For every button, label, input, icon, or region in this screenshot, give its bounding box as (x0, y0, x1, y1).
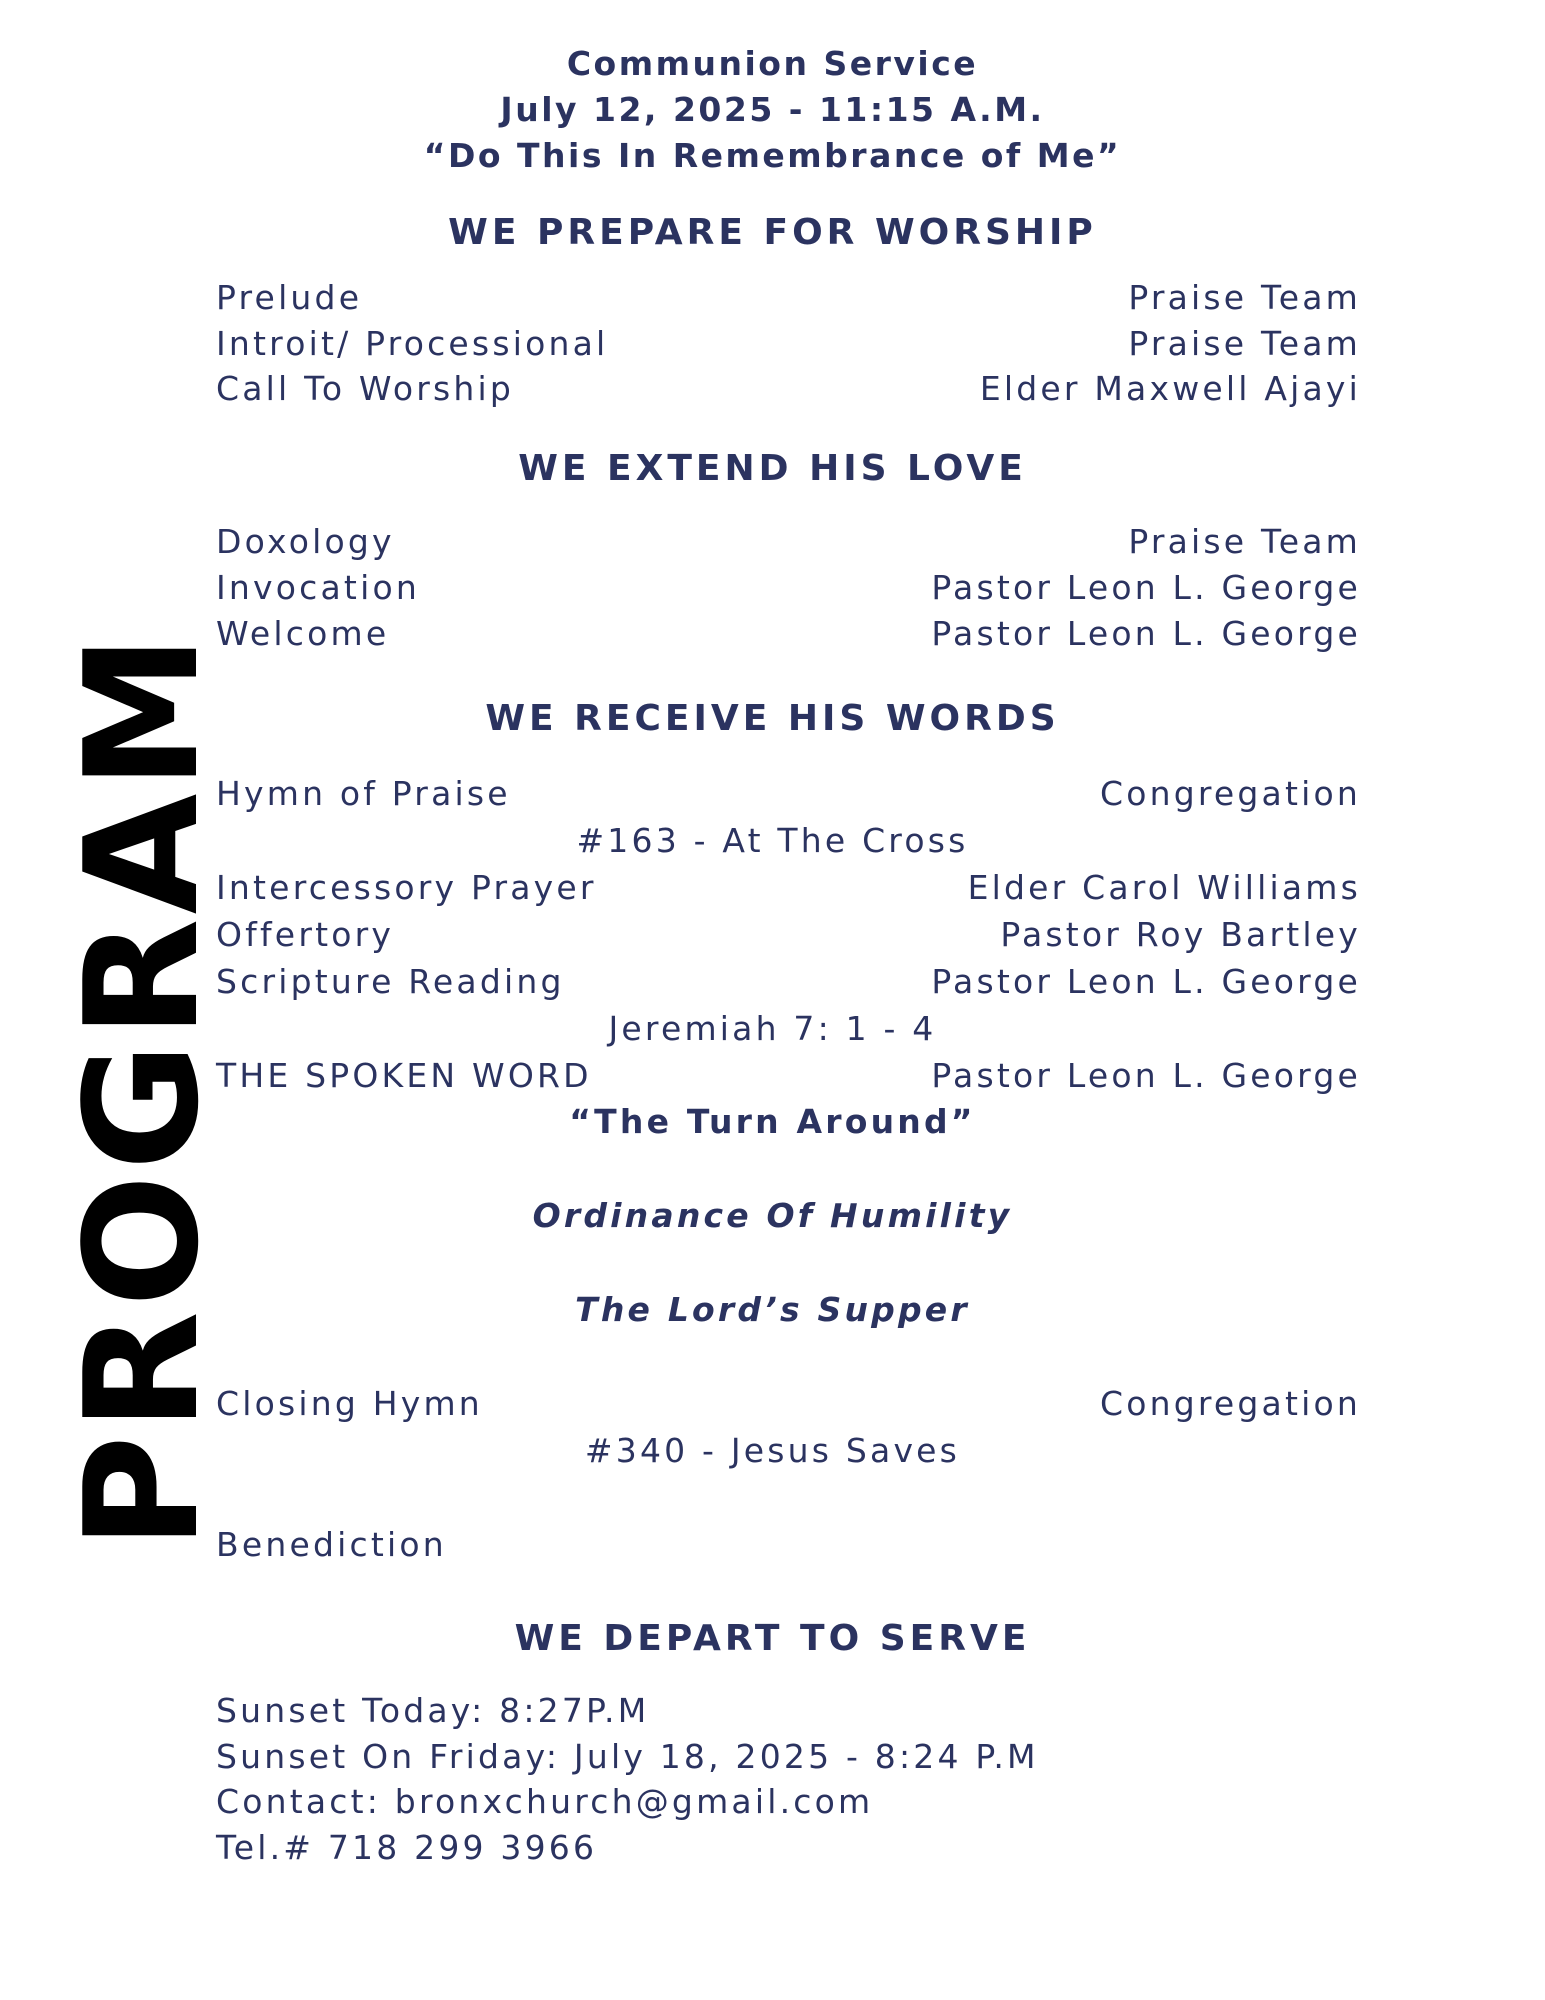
benediction: Benediction (216, 1525, 447, 1564)
program-row-doxology (216, 522, 1361, 566)
program-row-invocation (216, 568, 1361, 612)
program-person: Pastor Leon L. George (931, 1056, 1361, 1095)
program-item: Welcome (216, 614, 390, 653)
program-row-introit (216, 324, 1361, 368)
service-title: Communion Service (566, 44, 979, 83)
program-person: Praise Team (1128, 522, 1361, 561)
section-title-depart: WE DEPART TO SERVE (514, 1618, 1031, 1659)
program-person: Pastor Roy Bartley (1000, 915, 1361, 954)
section-title-extend: WE EXTEND HIS LOVE (518, 448, 1027, 489)
program-person: Congregation (1099, 1384, 1361, 1423)
hymn-number: #163 - At The Cross (576, 821, 969, 860)
closing-hymn-number: #340 - Jesus Saves (584, 1431, 961, 1470)
program-row-call-to-worship (216, 369, 1361, 413)
program-person: Elder Maxwell Ajayi (979, 369, 1361, 408)
telephone: Tel.# 718 299 3966 (216, 1828, 598, 1867)
program-item: Closing Hymn (216, 1384, 483, 1423)
program-person: Praise Team (1128, 324, 1361, 363)
program-item: Hymn of Praise (216, 774, 511, 813)
program-row-intercessory-prayer (216, 868, 1361, 912)
program-row-closing-hymn (216, 1384, 1361, 1428)
program-item: Doxology (216, 522, 395, 561)
program-row-hymn-of-praise (216, 774, 1361, 818)
program-person: Pastor Leon L. George (931, 614, 1361, 653)
sunset-today: Sunset Today: 8:27P.M (216, 1691, 650, 1730)
program-item: Introit/ Processional (216, 324, 609, 363)
program-person: Pastor Leon L. George (931, 962, 1361, 1001)
program-row-prelude (216, 278, 1361, 322)
section-title-prepare: WE PREPARE FOR WORSHIP (448, 212, 1097, 253)
program-item: Offertory (216, 915, 395, 954)
service-date-time: July 12, 2025 - 11:15 A.M. (500, 90, 1045, 129)
service-theme: “Do This In Remembrance of Me” (423, 136, 1122, 175)
program-item: THE SPOKEN WORD (216, 1056, 592, 1095)
program-item: Prelude (216, 278, 363, 317)
program-person: Congregation (1099, 774, 1361, 813)
program-row-scripture-reading (216, 962, 1361, 1006)
program-item: Invocation (216, 568, 420, 607)
program-item: Scripture Reading (216, 962, 565, 1001)
program-item: Call To Worship (216, 369, 514, 408)
program-row-welcome (216, 614, 1361, 658)
program-row-offertory (216, 915, 1361, 959)
ordinance-of-humility: Ordinance Of Humility (532, 1196, 1013, 1235)
program-item: Intercessory Prayer (216, 868, 597, 907)
sermon-title: “The Turn Around” (569, 1102, 976, 1141)
scripture-passage: Jeremiah 7: 1 - 4 (608, 1009, 937, 1048)
program-person: Elder Carol Williams (967, 868, 1361, 907)
program-person: Praise Team (1128, 278, 1361, 317)
program-side-title: PROGRAM (51, 630, 233, 1550)
sunset-friday: Sunset On Friday: July 18, 2025 - 8:24 P.M (216, 1737, 1039, 1776)
section-title-receive: WE RECEIVE HIS WORDS (485, 698, 1060, 739)
contact-email: Contact: bronxchurch@gmail.com (216, 1782, 874, 1821)
program-person: Pastor Leon L. George (931, 568, 1361, 607)
program-row-spoken-word (216, 1056, 1361, 1100)
lords-supper: The Lord’s Supper (575, 1290, 970, 1329)
